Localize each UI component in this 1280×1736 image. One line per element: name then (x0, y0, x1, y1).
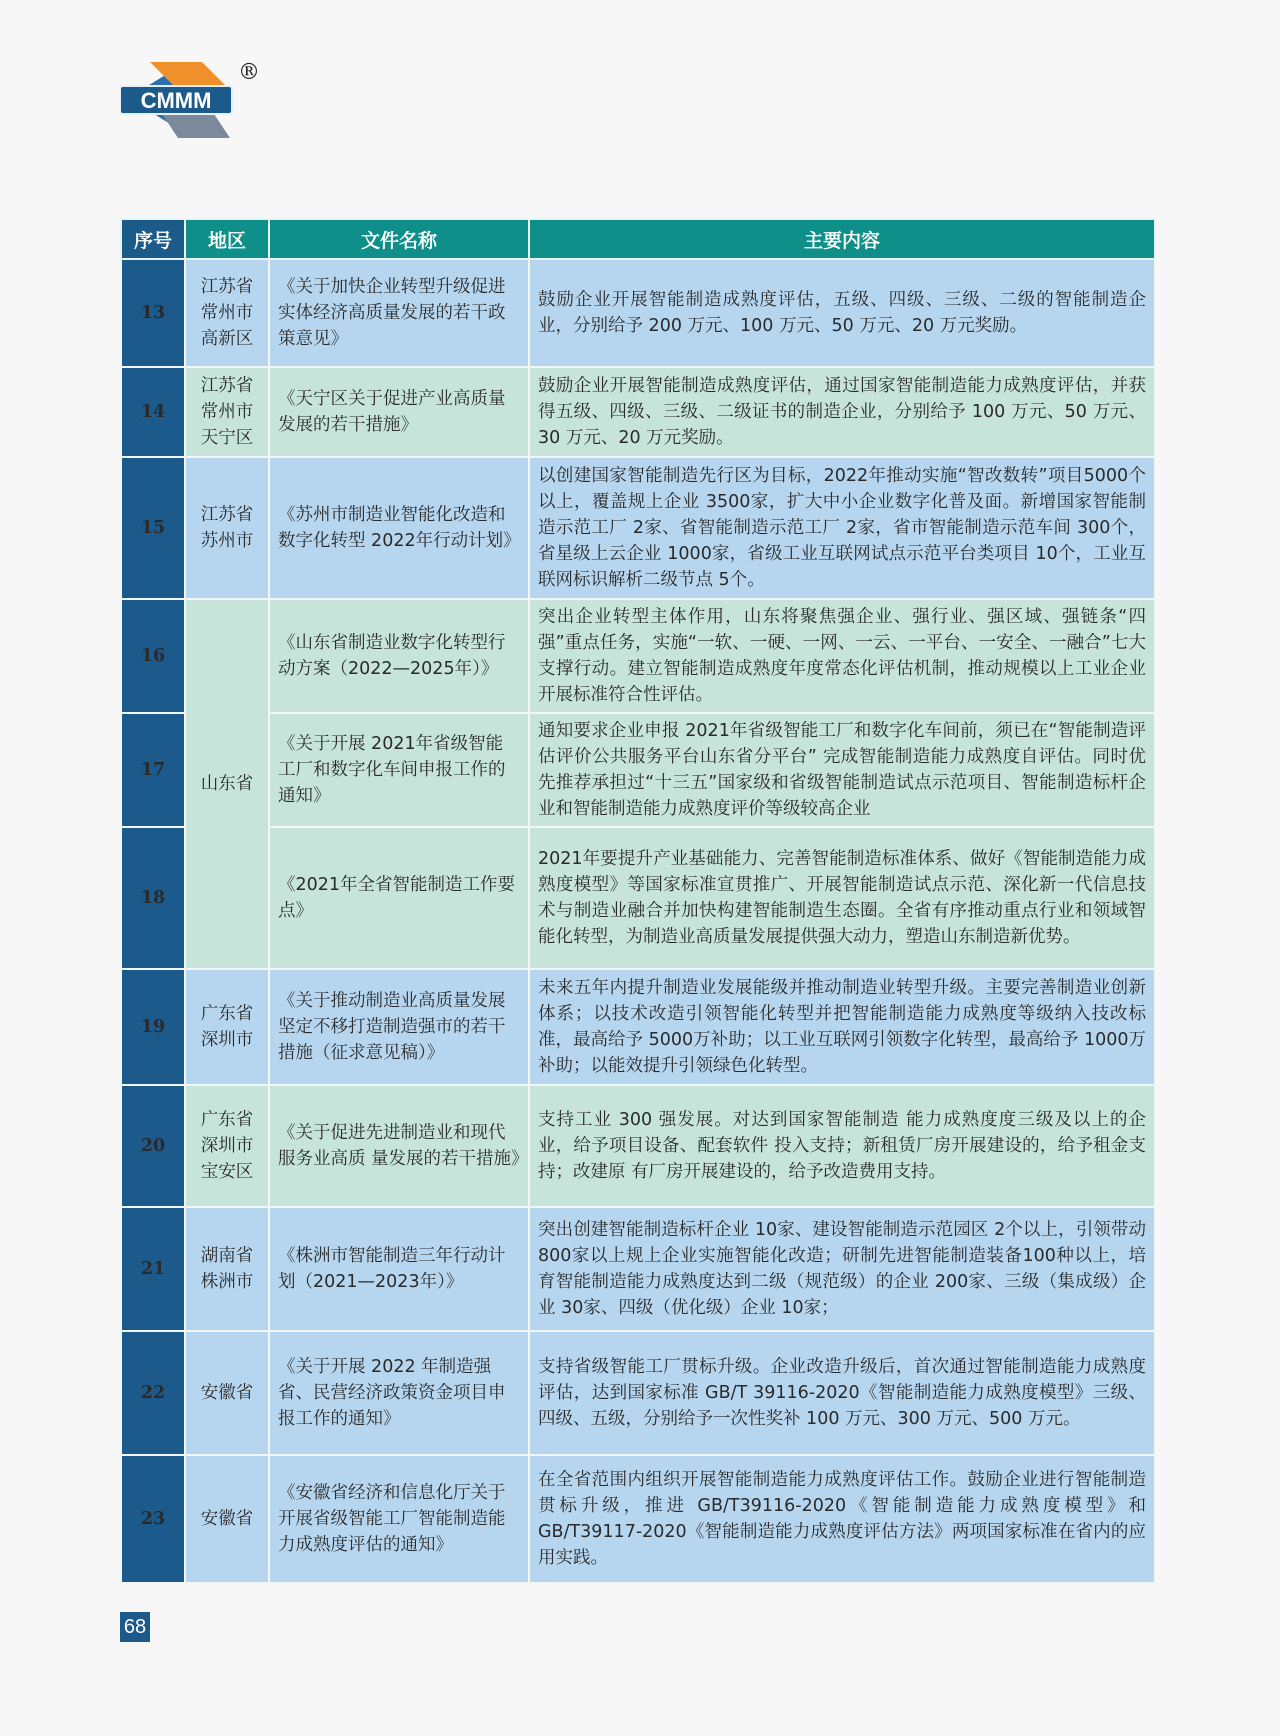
row-content: 突出创建智能制造标杆企业 10家、建设智能制造示范园区 2个以上，引领带动 800家以上规上企业实施智能化改造；研制先进智能制造装备100种以上，培育智能制造能力成熟度达到二级（规范级）的企业 200家、三级（集成级）企业 30家、四级（优化级）企业 10家； (529, 1207, 1155, 1331)
table-row (121, 367, 1155, 457)
table-row (121, 713, 1155, 827)
row-doc: 《天宁区关于促进产业高质量发展的若干措施》 (269, 367, 529, 457)
row-region: 广东省 深圳市 宝安区 (185, 1085, 269, 1207)
table-row (121, 1331, 1155, 1455)
row-doc: 《关于促进先进制造业和现代服务业高质 量发展的若干措施》 (269, 1085, 529, 1207)
table-row (121, 1085, 1155, 1207)
row-region: 江苏省 常州市 天宁区 (185, 367, 269, 457)
row-region: 广东省 深圳市 (185, 969, 269, 1085)
header-seq: 序号 (121, 219, 185, 259)
row-region: 湖南省 株洲市 (185, 1207, 269, 1331)
row-seq: 21 (121, 1207, 185, 1331)
row-content: 鼓励企业开展智能制造成熟度评估，五级、四级、三级、二级的智能制造企业，分别给予 200 万元、100 万元、50 万元、20 万元奖励。 (529, 259, 1155, 367)
row-doc: 《关于开展 2022 年制造强省、民营经济政策资金项目申报工作的通知》 (269, 1331, 529, 1455)
page-number: 68 (120, 1612, 150, 1642)
table-row (121, 599, 1155, 713)
row-seq: 15 (121, 457, 185, 599)
row-doc: 《2021年全省智能制造工作要点》 (269, 827, 529, 969)
row-content: 在全省范围内组织开展智能制造能力成熟度评估工作。鼓励企业进行智能制造贯标升级，推进 GB/T39116-2020《智能制造能力成熟度模型》和 GB/T39117-2020《智能制造能力成熟度评估方法》两项国家标准在省内的应用实践。 (529, 1455, 1155, 1583)
row-seq: 18 (121, 827, 185, 969)
registered-mark: ® (238, 60, 260, 85)
row-content: 支持省级智能工厂贯标升级。企业改造升级后，首次通过智能制造能力成熟度评估，达到国家标准 GB/T 39116-2020《智能制造能力成熟度模型》三级、四级、五级，分别给予一次性奖补 100 万元、300 万元、500 万元。 (529, 1331, 1155, 1455)
row-doc: 《关于推动制造业高质量发展坚定不移打造制造强市的若干措施（征求意见稿）》 (269, 969, 529, 1085)
row-doc: 《安徽省经济和信息化厅关于开展省级智能工厂智能制造能力成熟度评估的通知》 (269, 1455, 529, 1583)
table-row (121, 1455, 1155, 1583)
row-content: 突出企业转型主体作用，山东将聚焦强企业、强行业、强区域、强链条“四强”重点任务，实施“一软、一硬、一网、一云、一平台、一安全、一融合”七大支撑行动。建立智能制造成熟度年度常态化评估机制，推动规模以上工业企业开展标准符合性评估。 (529, 599, 1155, 713)
row-content: 2021年要提升产业基础能力、完善智能制造标准体系、做好《智能制造能力成熟度模型》等国家标准宣贯推广、开展智能制造试点示范、深化新一代信息技术与制造业融合并加快构建智能制造生态圈。全省有序推动重点行业和领域智能化转型，为制造业高质量发展提供强大动力，塑造山东制造新优势。 (529, 827, 1155, 969)
row-doc: 《株洲市智能制造三年行动计划（2021—2023年）》 (269, 1207, 529, 1331)
row-content: 未来五年内提升制造业发展能级并推动制造业转型升级。主要完善制造业创新体系；以技术改造引领智能化转型并把智能制造能力成熟度等级纳入技改标准，最高给予 5000万补助；以工业互联网引领数字化转型，最高给予 1000万补助；以能效提升引领绿色化转型。 (529, 969, 1155, 1085)
row-seq: 22 (121, 1331, 185, 1455)
row-seq: 19 (121, 969, 185, 1085)
row-region: 江苏省 苏州市 (185, 457, 269, 599)
row-seq: 16 (121, 599, 185, 713)
row-content: 支持工业 300 强发展。对达到国家智能制造 能力成熟度度三级及以上的企业，给予项目设备、配套软件 投入支持；新租赁厂房开展建设的，给予租金支持；改建原 有厂房开展建设的，给予改造费用支持。 (529, 1085, 1155, 1207)
table-row (121, 457, 1155, 599)
table-header-row (121, 219, 1155, 259)
logo-text: CMMM (140, 88, 212, 113)
table-row (121, 969, 1155, 1085)
policy-table (120, 218, 1156, 1584)
row-seq: 14 (121, 367, 185, 457)
row-seq: 17 (121, 713, 185, 827)
row-region: 安徽省 (185, 1455, 269, 1583)
table-row (121, 259, 1155, 367)
header-region: 地区 (185, 219, 269, 259)
row-content: 鼓励企业开展智能制造成熟度评估，通过国家智能制造能力成熟度评估，并获得五级、四级、三级、二级证书的制造企业，分别给予 100 万元、50 万元、30 万元、20 万元奖励。 (529, 367, 1155, 457)
table-row (121, 1207, 1155, 1331)
row-seq: 23 (121, 1455, 185, 1583)
row-seq: 20 (121, 1085, 185, 1207)
row-doc: 《苏州市制造业智能化改造和数字化转型 2022年行动计划》 (269, 457, 529, 599)
row-region: 安徽省 (185, 1331, 269, 1455)
header-content: 主要内容 (529, 219, 1155, 259)
row-content: 通知要求企业申报 2021年省级智能工厂和数字化车间前，须已在“智能制造评估评价公共服务平台山东省分平台” 完成智能制造能力成熟度自评估。同时优先推荐承担过“十三五”国家级和省级智能制造试点示范项目、智能制造标杆企业和智能制造能力成熟度评价等级较高企业 (529, 713, 1155, 827)
row-content: 以创建国家智能制造先行区为目标，2022年推动实施“智改数转”项目5000个以上，覆盖规上企业 3500家，扩大中小企业数字化普及面。新增国家智能制造示范工厂 2家、省智能制造示范工厂 2家，省市智能制造示范车间 300个，省星级上云企业 1000家，省级工业互联网试点示范平台类项目 10个，工业互联网标识解析二级节点 5个。 (529, 457, 1155, 599)
row-doc: 《山东省制造业数字化转型行动方案（2022—2025年）》 (269, 599, 529, 713)
table-row (121, 827, 1155, 969)
row-region: 江苏省 常州市 高新区 (185, 259, 269, 367)
row-doc: 《关于开展 2021年省级智能工厂和数字化车间申报工作的通知》 (269, 713, 529, 827)
header-doc: 文件名称 (269, 219, 529, 259)
row-seq: 13 (121, 259, 185, 367)
row-doc: 《关于加快企业转型升级促进实体经济高质量发展的若干政策意见》 (269, 259, 529, 367)
row-region: 山东省 (185, 599, 269, 969)
